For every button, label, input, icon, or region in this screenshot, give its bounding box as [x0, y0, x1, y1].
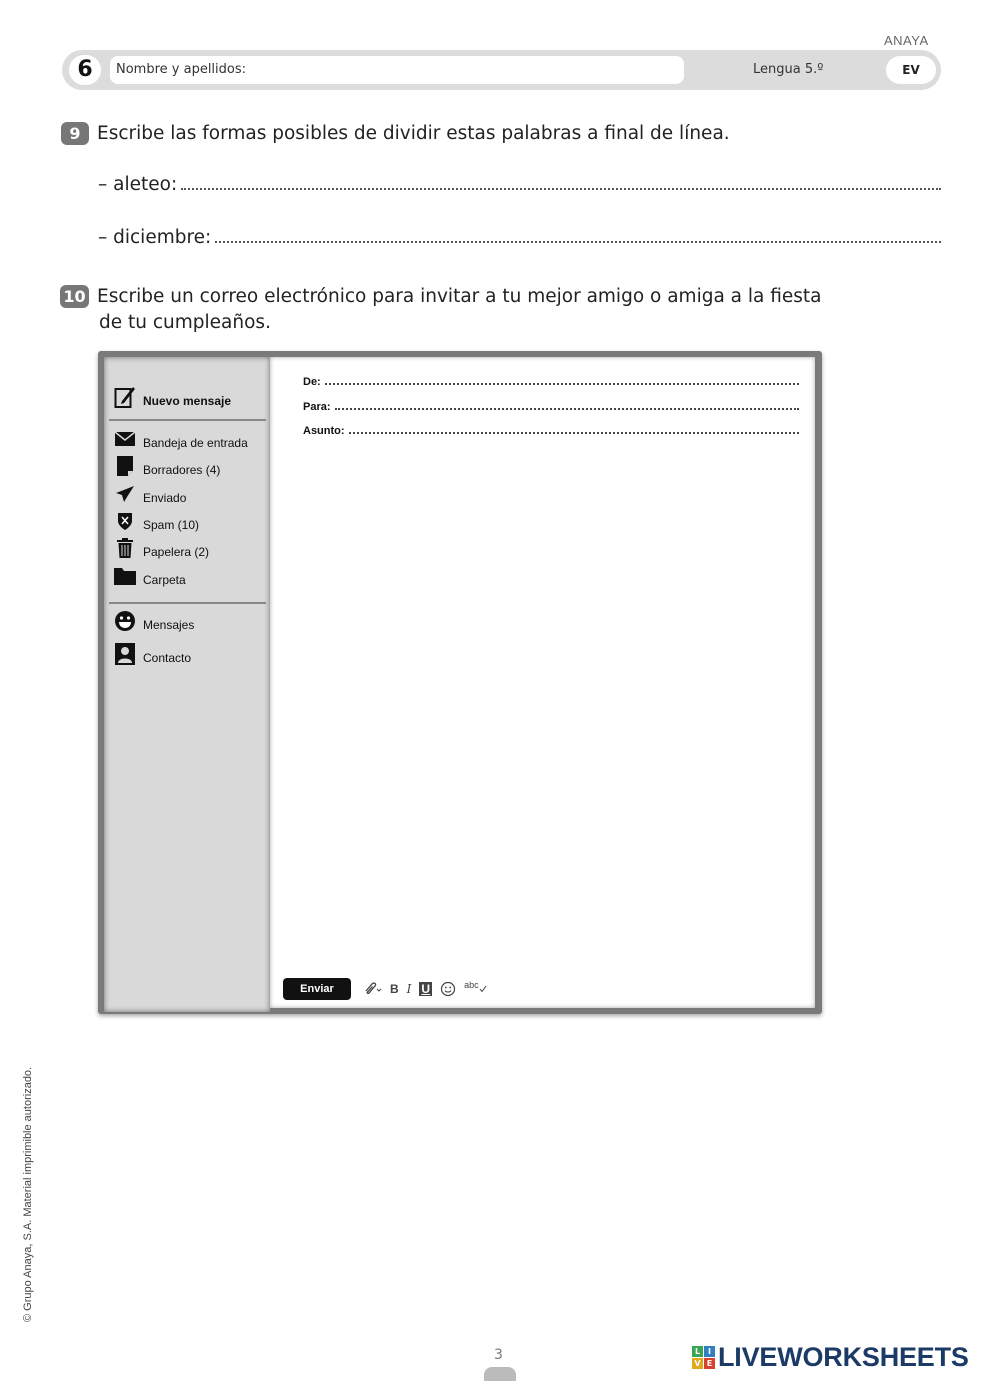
italic-icon[interactable]: I — [406, 982, 412, 996]
dotted-line — [215, 241, 941, 243]
page-number: 3 — [494, 1347, 503, 1363]
answer-label: – aleteo: — [98, 174, 178, 195]
name-field[interactable]: Nombre y apellidos: — [110, 56, 684, 84]
question-9-number: 9 — [61, 122, 89, 145]
logo-cell: L — [692, 1346, 703, 1357]
contact-icon — [114, 643, 136, 665]
question-9-prompt: Escribe las formas posibles de dividir estas palabras a final de línea. — [97, 123, 730, 144]
sidebar-item-label: Carpeta — [143, 573, 186, 587]
emoji-icon[interactable] — [440, 981, 456, 997]
liveworksheets-logo — [692, 1342, 969, 1372]
sidebar-item-trash[interactable] — [114, 537, 209, 559]
sidebar-item-folder[interactable] — [114, 565, 186, 587]
dotted-line — [181, 188, 941, 190]
paper-plane-icon — [114, 483, 136, 505]
logo-text: LIVEWORKSHEETS — [718, 1341, 969, 1372]
subject-label: Asunto: — [303, 425, 345, 437]
sidebar-item-label: Borradores (4) — [143, 463, 221, 477]
logo-cell: E — [704, 1358, 715, 1369]
spellcheck-text: abc — [464, 980, 479, 990]
sidebar-item-spam[interactable] — [114, 510, 199, 532]
sidebar-divider — [109, 602, 266, 604]
subject-field[interactable] — [303, 425, 799, 437]
attach-icon[interactable] — [362, 981, 382, 997]
spam-shield-icon — [114, 510, 136, 532]
sidebar-item-drafts[interactable] — [114, 455, 220, 477]
draft-icon — [114, 455, 136, 477]
publisher-logo: ANAYA — [884, 33, 929, 48]
compose-area[interactable] — [270, 357, 815, 1008]
logo-cell: I — [704, 1346, 715, 1357]
question-10-prompt-line1: Escribe un correo electrónico para invitar a tu mejor amigo o amiga a la fiesta — [97, 286, 822, 307]
bold-icon[interactable]: B — [390, 982, 399, 996]
logo-cell: V — [692, 1358, 703, 1369]
answer-line-aleteo[interactable] — [98, 169, 941, 195]
format-toolbar — [362, 979, 487, 999]
from-field[interactable] — [303, 376, 799, 388]
sidebar-item-label: Spam (10) — [143, 518, 200, 532]
sidebar-item-sent[interactable] — [114, 483, 186, 505]
dotted-line — [335, 408, 799, 410]
sidebar-item-inbox[interactable] — [114, 428, 248, 450]
sidebar-item-label: Mensajes — [143, 618, 195, 632]
to-field[interactable] — [303, 401, 799, 413]
to-label: Para: — [303, 401, 331, 413]
sidebar-item-label: Enviado — [143, 491, 187, 505]
sidebar-divider — [109, 419, 266, 421]
from-label: De: — [303, 376, 321, 388]
sidebar-item-contact[interactable] — [114, 643, 191, 665]
send-button[interactable]: Enviar — [283, 978, 351, 1000]
question-10-prompt-line2: de tu cumpleaños. — [99, 312, 271, 333]
sidebar-item-label: Contacto — [143, 651, 192, 665]
copyright-notice: © Grupo Anaya, S.A. Material imprimible autorizado. — [22, 1066, 34, 1322]
envelope-icon — [114, 428, 136, 450]
subject-label: Lengua 5.º — [753, 62, 824, 77]
sidebar-item-messages[interactable] — [114, 610, 194, 632]
underline-icon[interactable]: U — [421, 982, 431, 996]
logo-grid — [692, 1346, 715, 1369]
question-10-number: 10 — [60, 285, 89, 308]
answer-line-diciembre[interactable] — [98, 222, 941, 248]
trash-icon — [114, 537, 136, 559]
level-badge: EV — [886, 56, 936, 84]
dotted-line — [349, 432, 799, 434]
answer-label: – diciembre: — [98, 227, 212, 248]
smiley-icon — [114, 610, 136, 632]
sidebar-item-label: Papelera (2) — [143, 545, 210, 559]
spellcheck-icon[interactable] — [464, 980, 487, 994]
unit-number: 6 — [69, 55, 101, 85]
dotted-line — [325, 383, 799, 385]
sidebar-item-label: Bandeja de entrada — [143, 436, 248, 450]
sidebar-item-label: Nuevo mensaje — [143, 394, 232, 408]
compose-icon — [114, 386, 136, 408]
sidebar-item-new-message[interactable] — [114, 386, 231, 408]
page-tab — [484, 1367, 516, 1381]
folder-icon — [114, 565, 136, 587]
